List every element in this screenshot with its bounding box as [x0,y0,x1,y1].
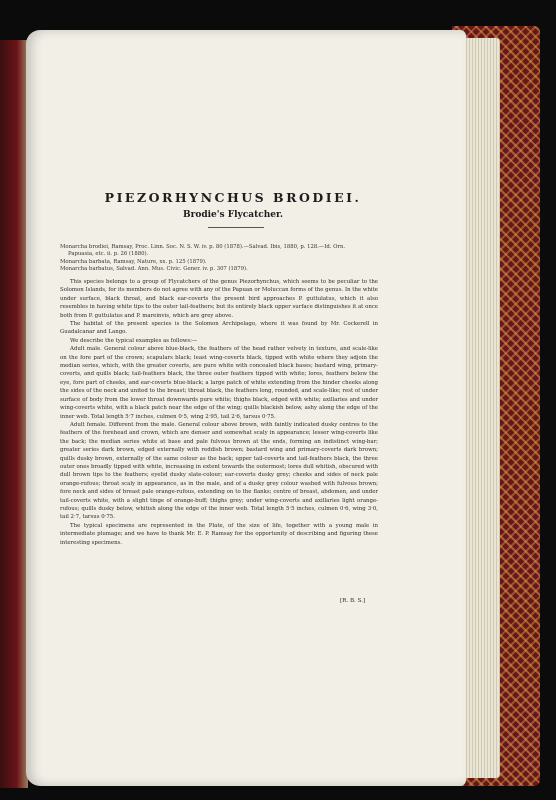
paragraph: We describe the typical examples as follows:— [70,337,198,344]
page-title: PIEZORHYNCHUS BRODIEI. [104,190,362,205]
paragraph: The typical specimens are represented in the Plate, of the size of life, together with a young male in intermediate plumage; and we have to thank Mr. E. P. Ramsay for the opportunity of describing and figuring these interesting specimens. [60,522,378,546]
signature: [R. B. S.] [340,598,366,604]
paragraph: The habitat of the present species is the Solomon Archipelago, where it was found by Mr. Cockerell in Guadalcanar and Lango. [60,321,378,336]
paragraph: Adult female. Different from the male. General colour above brown, with faintly indicated dusky centres to the feathers of the forehead and crown, which are denser and somewhat scaly in appearance; lesser wing-coverts like the back; the median series white at base and pale fulvous brown at the ends, forming an indistinct wing-bar; greater series dark brown, edged externally with reddish brown; bastard wing and primary-coverts dark brown; quills dusky brown, externally of the same colour as the back; upper tail-coverts and tail-feathers black, the three outer ones broadly tipped with white, increasing in extent towards the outermost; lores dull whitish, obscured with dull brown tips to the feathers; eyelid dusky slate-colour; ear-coverts dusky grey; cheeks and sides of neck pale orange-rufous; throat scaly in appearance, as in the male, and of a dusky grey colour washed with fulvous brown; fore neck and sides of breast pale orange-rufous, extending on to the flanks; centre of breast, abdomen, and under tail-coverts white, with a slight tinge of orange-buff; thighs grey; under wing-coverts and axillaries light orange-rufous; quills dusky below, whitish along the edge of the inner web. Total length 5·5 inches, culmen 0·6, wing 3·0, tail 2·7, tarsus 0·75. [60,421,378,521]
synonym-line: Papuasia, etc. ii. p. 26 (1880). [68,251,149,257]
synonym-line: Monarcha barbatus, Salvad. Ann. Mus. Civic. Gener. iv. p. 307 (1879). [60,266,248,272]
book-spine-edge [0,40,28,788]
page-subtitle: Brodie's Flycatcher. [182,210,284,220]
paragraph: Adult male. General colour above blue-black, the feathers of the head rather velvety in texture, and scale-like on the fore part of the crown; scapulars black; least wing-coverts black, tipped with white where they adjoin the median series, which, with the greater coverts, are pure white with concealed black bases; bastard wing, primary-coverts, and quills black; tail-feathers black, the three outer feathers tipped with white; lores, feathers below the eye, fore part of cheeks, and ear-coverts blue-black; a large patch of white extending from the hinder cheeks along the sides of the neck and united to the breast; throat black, the feathers long, rounded, and scale-like; rest of under surface of body from the lower throat downwards pure white; thighs black, edged with white; axillaries and under wing-coverts white, with a black patch near the edge of the wing; quills blackish below, ashy along the edge of the inner web. Total length 5·7 inches, culmen 0·5, wing 2·95, tail 2·6, tarsus 0·75. [60,346,378,420]
body-text [60,278,378,547]
paragraph: This species belongs to a group of Flycatchers of the genus Piezorhynchus, which seems to be peculiar to the Solomon Islands, for its members do not agree with any of the Papuan or Moluccan forms of the genus. In the white under surface, black throat, and black ear-coverts the present bird approaches P. guttulatus, which it also resembles in having white tips to the outer tail-feathers; but its entirely black upper surface distinguishes it at once both from P. guttulatus and P. mareinvis, which are grey above. [60,279,378,319]
title-rule [208,227,264,228]
synonym-line: Monarcha brodiei, Ramsay, Proc. Linn. Soc. N. S. W. iv. p. 80 (1878).—Salvad. Ibis, 1880, p. 128.—Id. Orn. [60,244,346,250]
synonym-line: Monarcha barbata, Ramsay, Nature, xx. p. 125 (1879). [60,259,207,265]
